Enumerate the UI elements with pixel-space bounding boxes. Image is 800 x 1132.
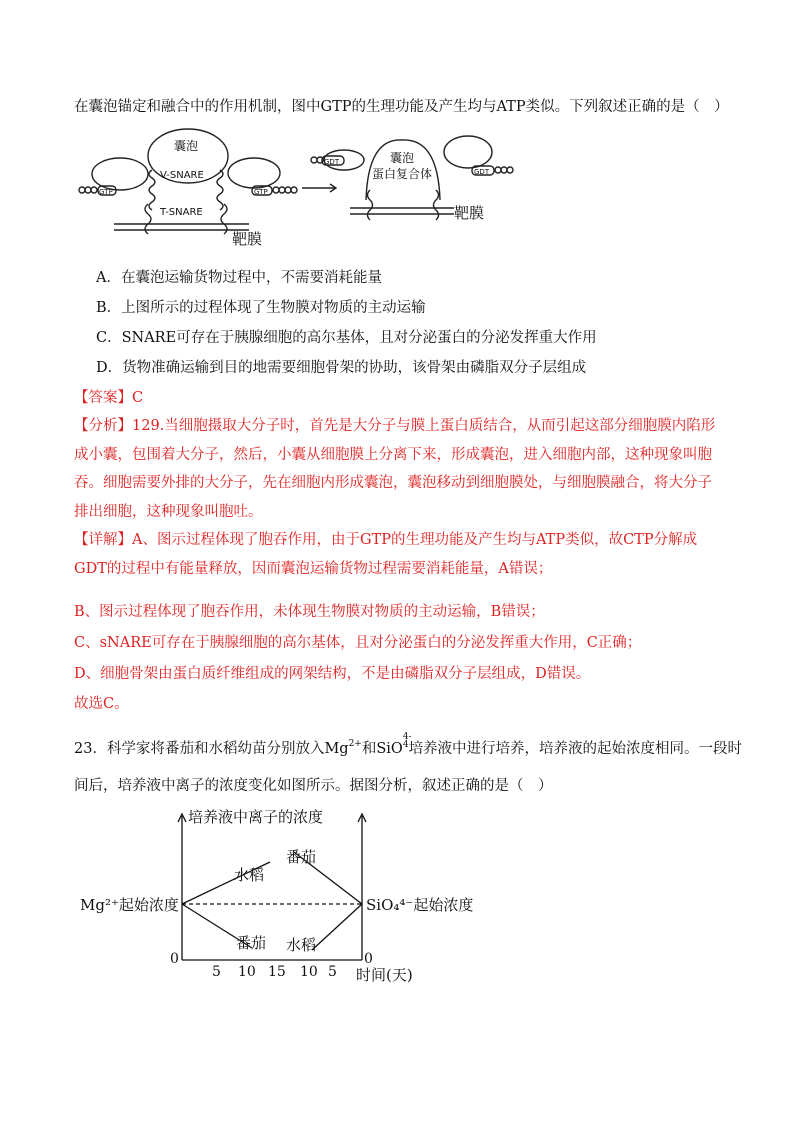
complex-label-2: 蛋白复合体 — [372, 167, 433, 181]
detail-a: 【详解】A、图示过程体现了胞吞作用，由于GTP的生理功能及产生均与ATP类似，故CTP分解成GDT的过程中有能量释放，因而囊泡运输货物过程需要消耗能量，A错误； — [74, 532, 698, 577]
right-axis-label: SiO₄⁴⁻起始浓度 — [366, 896, 474, 914]
x-tick-label: 5 — [328, 964, 337, 980]
rice-mg-label: 水稻 — [234, 866, 265, 884]
v-snare-left — [149, 170, 155, 210]
ion-concentration-chart — [74, 800, 494, 985]
target-label-left: 靶膜 — [232, 230, 263, 246]
option-b: B．上图所示的过程体现了生物膜对物质的主动运输 — [96, 300, 426, 316]
chart-title: 培养液中离子的浓度 — [188, 808, 324, 826]
gdt-label-left: GDT — [324, 158, 340, 166]
option-a: A．在囊泡运输货物过程中，不需要消耗能量 — [96, 270, 382, 286]
x-tick-label: 10 — [300, 964, 318, 980]
rice-si-label: 水稻 — [286, 936, 317, 954]
conclusion: 故选C。 — [74, 696, 129, 712]
x-tick-label: 10 — [238, 964, 256, 980]
x-tick-label: 15 — [268, 964, 286, 980]
left-blob — [92, 158, 148, 190]
rice-si-line — [312, 904, 362, 950]
x-tick-label: 5 — [212, 964, 221, 980]
detail-c: C、sNARE可存在于胰腺细胞的高尔基体，且对分泌蛋白的分泌发挥重大作用，C正确； — [74, 635, 642, 651]
answer: 【答案】C — [74, 390, 144, 406]
t-snare-label: T-SNARE — [160, 207, 203, 218]
gdt-label-right: GDT — [474, 168, 490, 176]
complex-label-1: 囊泡 — [390, 151, 415, 165]
q23-line2: 间后，培养液中离子的浓度变化如图所示。据图分析，叙述正确的是（ ） — [74, 778, 553, 794]
right-blob — [228, 158, 280, 188]
gtp-label-right: GTP — [254, 188, 268, 196]
v-snare-right — [217, 170, 223, 210]
analysis: 【分析】129.当细胞摄取大分子时，首先是大分子与膜上蛋白质结合，从而引起这部分细胞膜内陷形成小囊，包围着大分子，然后，小囊从细胞膜上分离下来，形成囊泡，进入细胞内部，这种现象叫胞吞。细胞需要外排的大分子，先在细胞内形成囊泡，囊泡移动到细胞膜处，与细胞膜融合，将大分子排出细胞，这种现象叫胞吐。 — [74, 418, 716, 520]
option-d: D．货物准确运输到目的地需要细胞骨架的协助，该骨架由磷脂双分子层组成 — [96, 360, 587, 376]
q22-stem: 在囊泡锚定和融合中的作用机制，图中GTP的生理功能及产生均与ATP类似。下列叙述正确的是（ ） — [74, 99, 729, 115]
right-top-blob — [444, 136, 492, 168]
tomato-si-label: 番茄 — [286, 848, 317, 866]
option-c: C．SNARE可存在于胰腺细胞的高尔基体，且对分泌蛋白的分泌发挥重大作用 — [96, 330, 597, 346]
vesicle-label: 囊泡 — [174, 139, 199, 153]
tomato-mg-label: 番茄 — [236, 934, 267, 952]
target-label-right: 靶膜 — [454, 204, 485, 222]
v-snare-label: V-SNARE — [160, 170, 204, 181]
vesicle-docking-figure — [74, 128, 514, 246]
detail-d: D、细胞骨架由蛋白质纤维组成的网架结构，不是由磷脂双分子层组成，D错误。 — [74, 666, 591, 682]
q23-line1: 23．科学家将番茄和水稻幼苗分别放入$Mg^{2+}$和SiO 4- $^4$培养液中进行培养，培养液的起始浓度相同。一段时 — [74, 732, 743, 757]
x-tick-label: 0 — [170, 951, 179, 967]
x-tick-label: 0 — [364, 951, 373, 967]
gtp-label-left: GTP — [99, 188, 113, 196]
detail-b: B、图示过程体现了胞吞作用，未体现生物膜对物质的主动运输，B错误； — [74, 604, 545, 620]
left-axis-label: Mg²⁺起始浓度 — [80, 896, 179, 914]
x-axis-label: 时间(天) — [356, 966, 413, 984]
